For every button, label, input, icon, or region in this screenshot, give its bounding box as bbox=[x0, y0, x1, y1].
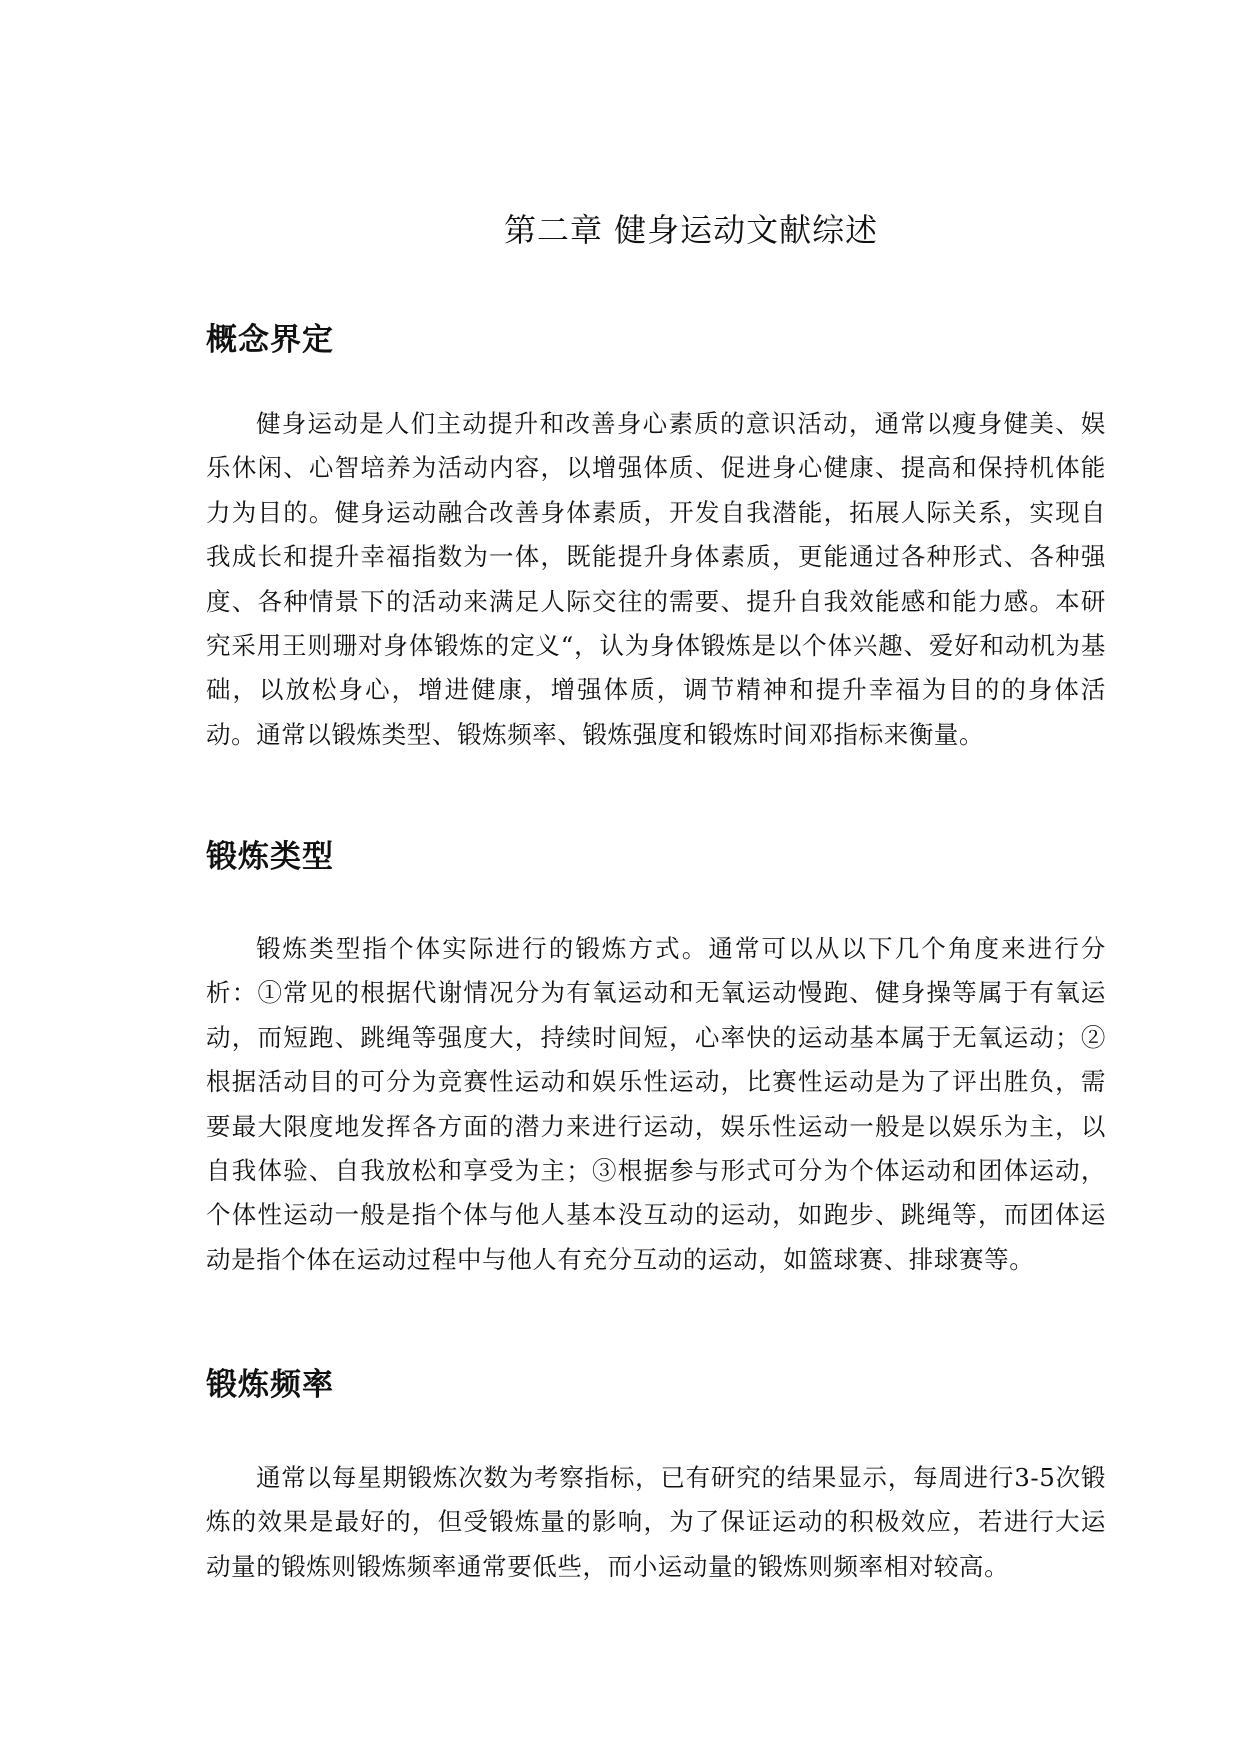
section-paragraph-concept-definition: 健身运动是人们主动提升和改善身心素质的意识活动，通常以瘦身健美、娱乐休闲、心智培养为活动内容，以增强体质、促进身心健康、提高和保持机体能力为目的。健身运动融合改善身体素质，开发自我潜能，拓展人际关系，实现自我成长和提升幸福指数为一体，既能提升身体素质，更能通过各种形式、各种强度、各种情景下的活动来满足人际交往的需要、提升自我效能感和能力感。本研究采用王则珊对身体锻炼的定义“，认为身体锻炼是以个体兴趣、爱好和动机为基础，以放松身心，增进健康，增强体质，调节精神和提升幸福为目的的身体活动。通常以锻炼类型、锻炼频率、锻炼强度和锻炼时间邓指标来衡量。 bbox=[206, 409, 1106, 749]
section-paragraph-exercise-frequency: 通常以每星期锻炼次数为考察指标，已有研究的结果显示，每周进行3-5次锻炼的效果是最好的，但受锻炼量的影响，为了保证运动的积极效应，若进行大运动量的锻炼则锻炼频率通常要低些，而小运动量的锻炼则频率相对较高。 bbox=[206, 1463, 1106, 1581]
section-heading-concept-definition: 概念界定 bbox=[206, 322, 334, 358]
section-heading-exercise-type: 锻炼类型 bbox=[206, 839, 334, 875]
chapter-title: 第二章 健身运动文献综述 bbox=[504, 211, 879, 249]
section-paragraph-exercise-type: 锻炼类型指个体实际进行的锻炼方式。通常可以从以下几个角度来进行分析：①常见的根据代谢情况分为有氧运动和无氧运动慢跑、健身操等属于有氧运动，而短跑、跳绳等强度大，持续时间短，心率快的运动基本属于无氧运动；②根据活动目的可分为竞赛性运动和娱乐性运动，比赛性运动是为了评出胜负，需要最大限度地发挥各方面的潜力来进行运动，娱乐性运动一般是以娱乐为主，以自我体验、自我放松和享受为主；③根据参与形式可分为个体运动和团体运动，个体性运动一般是指个体与他人基本没互动的运动，如跑步、跳绳等，而团体运动是指个体在运动过程中与他人有充分互动的运动，如篮球赛、排球赛等。 bbox=[206, 934, 1106, 1274]
section-heading-exercise-frequency: 锻炼频率 bbox=[206, 1367, 334, 1403]
